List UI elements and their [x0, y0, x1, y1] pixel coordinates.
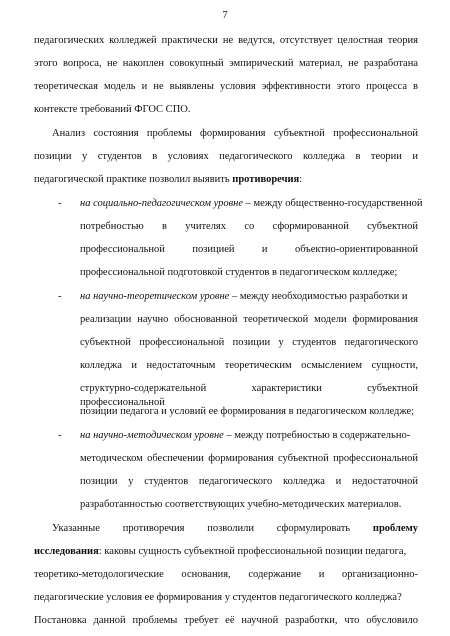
- bold-term: проблему: [372, 523, 418, 534]
- text-line: профессиональной позицией и объектно-ориентированной: [80, 244, 418, 255]
- bullet-dash: -: [58, 198, 62, 209]
- page-number: 7: [222, 10, 228, 21]
- text-line: на социально-педагогическом уровне – между общественно-государственной: [80, 198, 423, 209]
- text-line: теоретико-методологические основания, содержание и организационно-: [34, 569, 418, 580]
- bold-term: противоречия: [232, 174, 300, 185]
- text-line: потребностью в учителях со сформированной субъектной: [80, 221, 418, 232]
- text-line: позиции у студентов педагогического колледжа и недостаточной: [80, 476, 418, 487]
- italic-term: на социально-педагогическом уровне: [80, 198, 244, 209]
- bullet-dash: -: [58, 430, 62, 441]
- text-line: исследования: каковы сущность субъектной профессиональной позиции педагога,: [34, 546, 407, 557]
- text-line: методическом обеспечении формирования субъектной профессиональной: [80, 453, 418, 464]
- text-line: педагогические условия ее формирования у студентов педагогического колледжа?: [34, 592, 402, 603]
- text-line: колледжа и недостаточным теоретическим осмыслением сущности,: [80, 360, 418, 371]
- text-line: Указанные противоречия позволили сформулировать проблему: [52, 523, 418, 534]
- text-line: на научно-методическом уровне – между потребностью в содержательно-: [80, 430, 411, 441]
- bold-term: исследования: [34, 546, 99, 557]
- italic-term: на научно-методическом уровне: [80, 430, 224, 441]
- bullet-dash: -: [58, 291, 62, 302]
- text-line: этого вопроса, не накоплен совокупный эмпирический материал, не разработана: [34, 58, 418, 69]
- text-line: структурно-содержательной характеристики субъектной профессиональной: [80, 383, 418, 408]
- text-line: педагогических колледжей практически не ведутся, отсутствует целостная теория: [34, 35, 418, 46]
- text-line: Анализ состояния проблемы формирования субъектной профессиональной: [52, 128, 418, 139]
- text-line: на научно-теоретическом уровне – между необходимостью разработки и: [80, 291, 408, 302]
- text-line: разработанностью соответствующих учебно-методических материалов.: [80, 499, 402, 510]
- text-line: позиции педагога и условий ее формирования в педагогическом колледже;: [80, 406, 415, 417]
- text-line: профессиональной подготовкой студентов в педагогическом колледже;: [80, 267, 398, 278]
- text-line: субъектной профессиональной позиции у студентов педагогического: [80, 337, 418, 348]
- text-line: контексте требований ФГОС СПО.: [34, 104, 191, 115]
- text-line: реализации научно обоснованной теоретической модели формирования: [80, 314, 418, 325]
- text-line: Постановка данной проблемы требует её научной разработки, что обусловило: [34, 615, 418, 626]
- text-line: теоретическая модель и не выявлены условия эффективности этого процесса в: [34, 81, 418, 92]
- text-line: позиции у студентов в условиях педагогического колледжа в теории и: [34, 151, 418, 162]
- text-line: педагогической практике позволил выявить противоречия:: [34, 174, 303, 185]
- italic-term: на научно-теоретическом уровне: [80, 291, 230, 302]
